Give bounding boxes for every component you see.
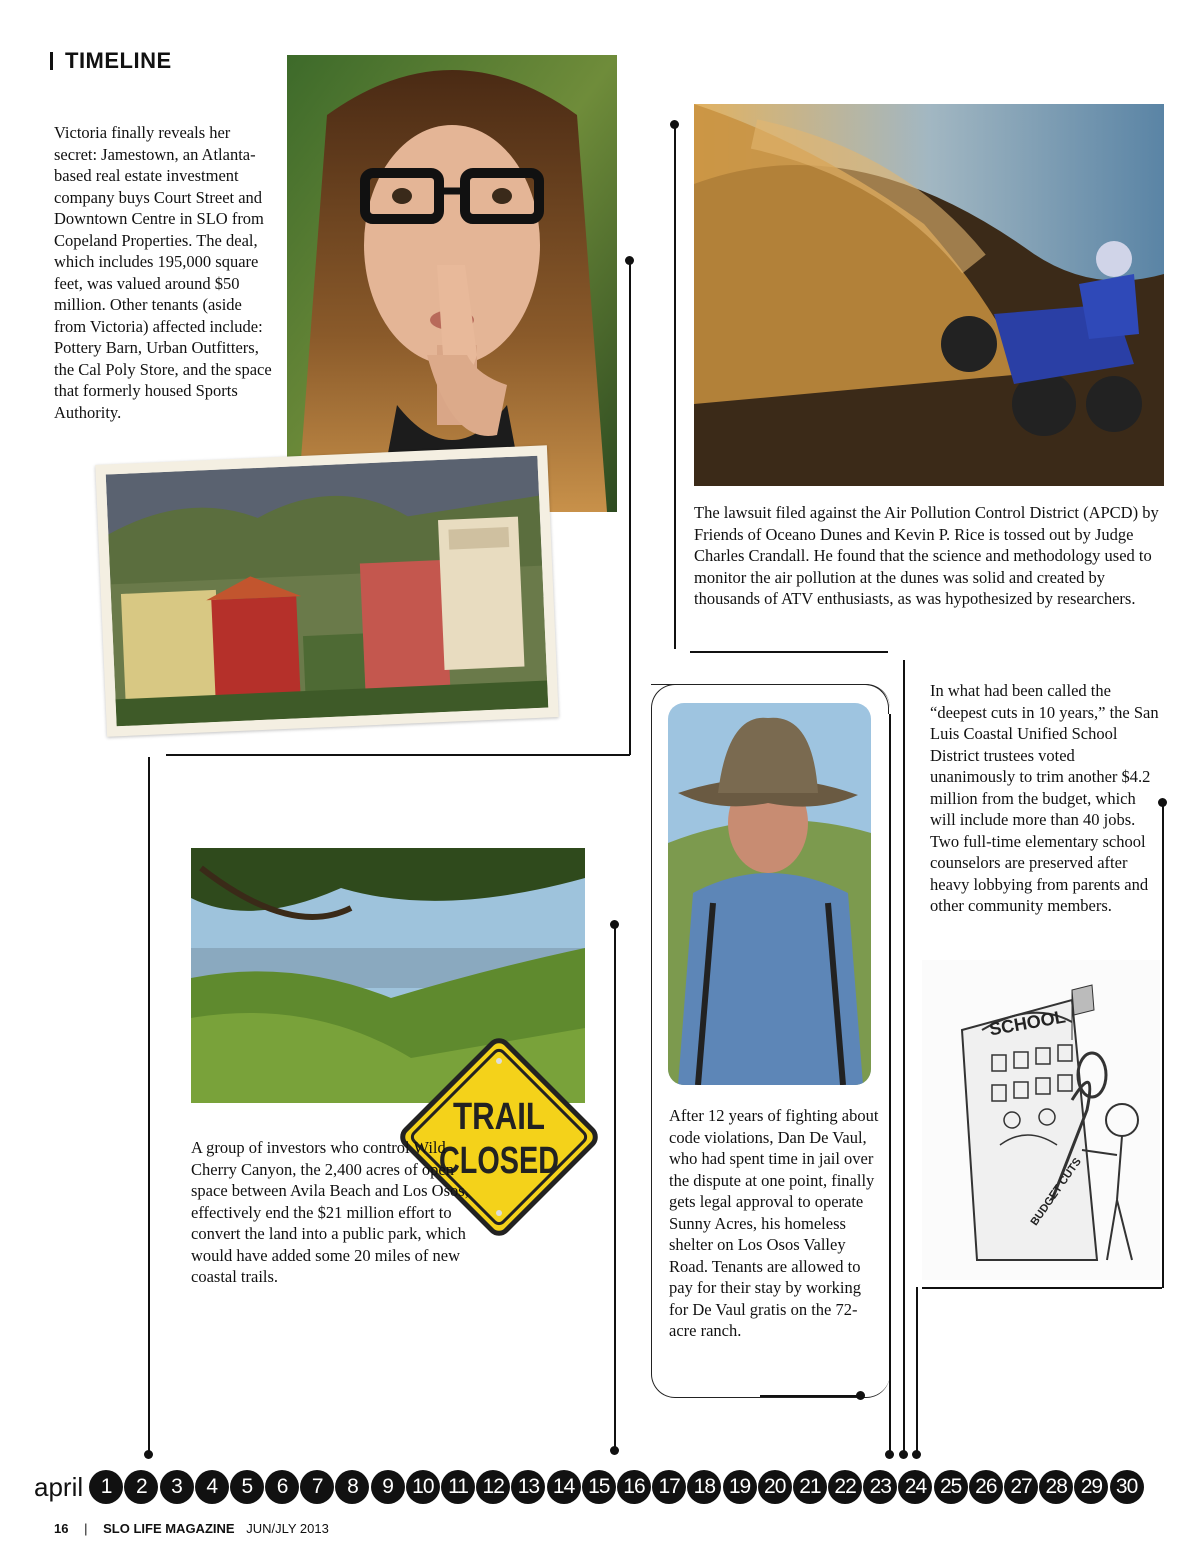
timeline-line-h4	[760, 1395, 860, 1397]
calendar-day: 20	[758, 1470, 792, 1504]
cartoon-scissors-text: BUDGET CUTS	[1028, 1155, 1084, 1228]
issue-date: JUN/JLY 2013	[246, 1521, 329, 1536]
section-label	[50, 48, 172, 74]
downtown-slo-photo	[95, 445, 558, 736]
calendar-day: 15	[582, 1470, 616, 1504]
timeline-dot	[885, 1450, 894, 1459]
woman-shush-photo	[287, 55, 617, 512]
story-cherry-canyon: A group of investors who control Wild Cherry Canyon, the 2,400 acres of open space between Avila Beach and Los Osos, effectively end the $21 million effort to convert the land into a public park, which would have added some 20 miles of new coastal trails.	[191, 1138, 469, 1286]
calendar-day: 23	[863, 1470, 897, 1504]
timeline-line-h2	[690, 651, 888, 653]
timeline-dot	[912, 1450, 921, 1459]
timeline-dot	[1158, 798, 1167, 807]
section-bar	[50, 52, 53, 70]
calendar-day: 4	[195, 1470, 229, 1504]
calendar-day: 8	[335, 1470, 369, 1504]
story-apcd: The lawsuit filed against the Air Pollution Control District (APCD) by Friends of Oceano Dunes and Kevin P. Rice is tossed out by Judge Charles Crandall. He found that the science and methodology used to monitor the air pollution at the dunes was solid and created by thousands of ATV enthusiasts, as was hypothesized by researchers.	[694, 503, 1159, 608]
calendar-day: 17	[652, 1470, 686, 1504]
calendar-day: 22	[828, 1470, 862, 1504]
timeline-line-v3	[1162, 803, 1164, 1288]
calendar-day: 2	[124, 1470, 158, 1504]
timeline-line-v1	[629, 260, 631, 755]
story-school: In what had been called the “deepest cuts in 10 years,” the San Luis Coastal Unified School District trustees voted unanimously to trim another $4.2 million from the budget, which will include more than 40 jobs. Two full-time elementary school counselors are preserved after heavy lobbying from parents and other community members.	[930, 681, 1159, 915]
calendar-day: 25	[934, 1470, 968, 1504]
sign-line1: TRAIL	[453, 1096, 545, 1138]
calendar-day: 3	[160, 1470, 194, 1504]
sign-line2: CLOSED	[439, 1140, 559, 1182]
timeline-line-2	[148, 757, 150, 1454]
calendar-day: 18	[687, 1470, 721, 1504]
timeline-line-23b	[903, 660, 905, 1454]
dan-de-vaul-photo	[668, 703, 871, 1085]
publication-name: SLO LIFE MAGAZINE	[103, 1521, 235, 1536]
timeline-dot	[899, 1450, 908, 1459]
calendar-day: 13	[511, 1470, 545, 1504]
calendar-strip	[34, 1468, 1145, 1506]
timeline-dot	[610, 1446, 619, 1455]
timeline-dot	[610, 920, 619, 929]
calendar-day: 26	[969, 1470, 1003, 1504]
timeline-line-h1	[166, 754, 630, 756]
calendar-day: 11	[441, 1470, 475, 1504]
calendar-day: 5	[230, 1470, 264, 1504]
story-de-vaul: After 12 years of fighting about code violations, Dan De Vaul, who had spent time in jail over the dispute at one point, finally gets legal approval to operate Sunny Acres, his homeless shelter on Los Osos Valley Road. Tenants are allowed to pay for their stay by working for De Vaul gratis on the 72-acre ranch.	[669, 1106, 879, 1340]
calendar-day: 21	[793, 1470, 827, 1504]
timeline-dot	[625, 256, 634, 265]
calendar-day: 30	[1110, 1470, 1144, 1504]
timeline-dot	[144, 1450, 153, 1459]
story-victoria: Victoria finally reveals her secret: Jamestown, an Atlanta-based real estate investment company buys Court Street and Downtown Centre in SLO from Copeland Properties. The deal, which includes 195,000 square feet, was valued around $50 million. Other tenants (aside from Victoria) affected include: Pottery Barn, Urban Outfitters, the Cal Poly Store, and the space that formerly housed Sports Authority.	[54, 123, 272, 422]
calendar-day: 16	[617, 1470, 651, 1504]
timeline-dot	[856, 1391, 865, 1400]
calendar-day: 12	[476, 1470, 510, 1504]
timeline-line-v2	[674, 124, 676, 649]
calendar-day: 6	[265, 1470, 299, 1504]
calendar-day: 10	[406, 1470, 440, 1504]
atv-dunes-photo	[694, 104, 1164, 486]
calendar-days	[89, 1470, 1145, 1504]
timeline-line-h3	[922, 1287, 1162, 1289]
calendar-day: 27	[1004, 1470, 1038, 1504]
calendar-month: april	[34, 1471, 84, 1502]
footer-separator: |	[84, 1521, 88, 1536]
page-footer	[54, 1521, 329, 1536]
calendar-day: 7	[300, 1470, 334, 1504]
calendar-day: 29	[1074, 1470, 1108, 1504]
cartoon-school-text: SCHOOL	[987, 1006, 1068, 1040]
calendar-day: 9	[371, 1470, 405, 1504]
timeline-line-15	[614, 926, 616, 1451]
calendar-day: 24	[898, 1470, 932, 1504]
calendar-day: 28	[1039, 1470, 1073, 1504]
page-number: 16	[54, 1521, 69, 1536]
budget-cuts-cartoon	[922, 960, 1160, 1280]
section-title: TIMELINE	[65, 48, 172, 73]
timeline-line-23a	[889, 714, 891, 1454]
timeline-line-24	[916, 1287, 918, 1454]
calendar-day: 1	[89, 1470, 123, 1504]
calendar-day: 19	[723, 1470, 757, 1504]
calendar-day: 14	[547, 1470, 581, 1504]
timeline-dot	[670, 120, 679, 129]
